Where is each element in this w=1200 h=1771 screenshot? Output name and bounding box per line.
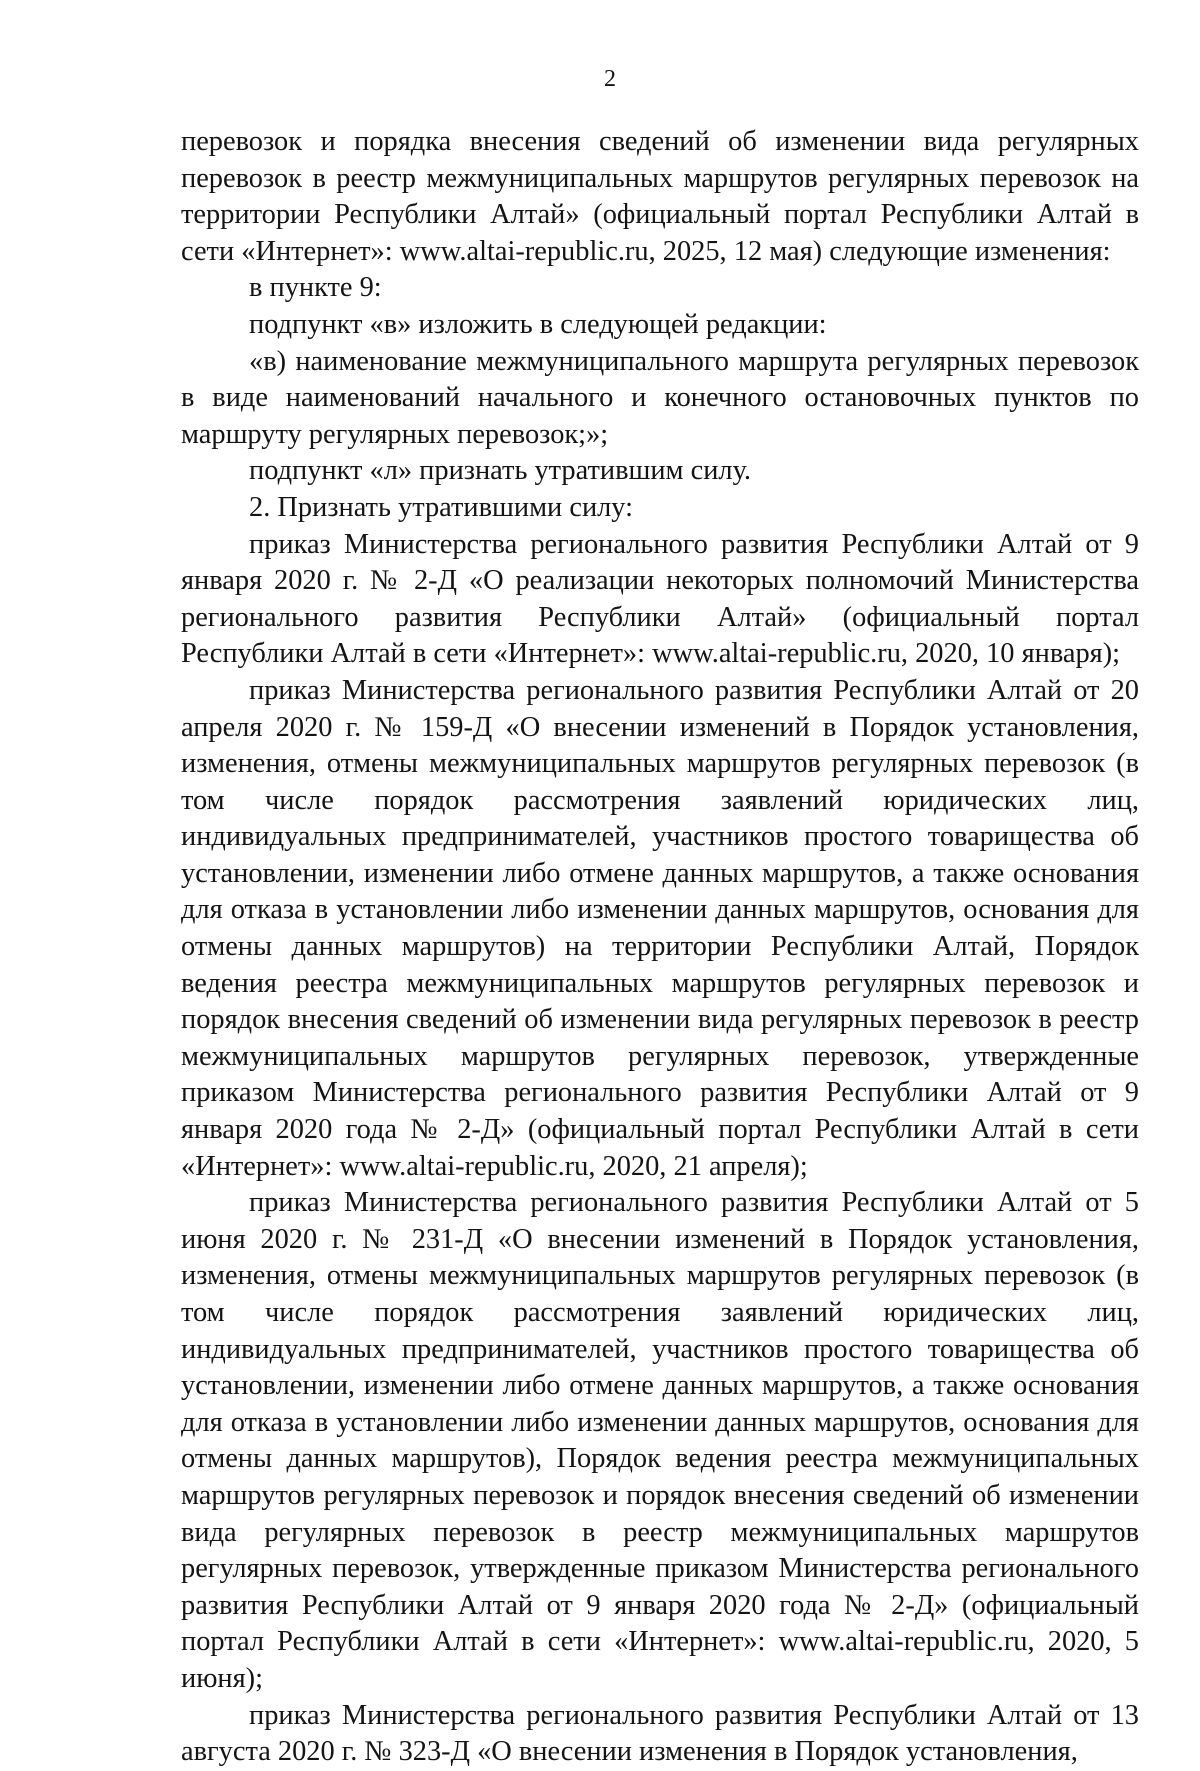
paragraph-order-323-d: приказ Министерства регионального развития Республики Алтай от 13 августа 2020 г. № 323-Д «О внесении изменения в Порядок установления,: [181, 1699, 1139, 1768]
paragraph-subpoint-v-text: «в) наименование межмуниципального маршрута регулярных перевозок в виде наименований начального и конечного остановочных пунктов по маршруту регулярных перевозок;»;: [181, 345, 1139, 450]
paragraph-point-9: в пункте 9:: [249, 272, 382, 304]
paragraph-subpoint-l: подпункт «л» признать утратившим силу.: [249, 455, 752, 487]
paragraph-order-159-d: приказ Министерства регионального развития Республики Алтай от 20 апреля 2020 г. № 159-Д «О внесении изменений в Порядок установления, изменения, отмены межмуниципальных маршрутов регулярных перевозок (в том числе порядок рассмотрения заявлений юридических лиц, индивидуальных предпринимателей, участников простого товарищества об установлении, изменении либо отмене данных маршрутов, а также основания для отказа в установлении либо изменении данных маршрутов, основания для отмены данных маршрутов) на территории Республики Алтай, Порядок ведения реестра межмуниципальных маршрутов регулярных перевозок и порядок внесения сведений об изменении вида регулярных перевозок в реестр межмуниципальных маршрутов регулярных перевозок, утвержденные приказом Министерства регионального развития Республики Алтай от 9 января 2020 года № 2-Д» (официальный портал Республики Алтай в сети «Интернет»: www.altai-republic.ru, 2020, 21 апреля);: [181, 674, 1139, 1182]
page-number: 2: [604, 66, 616, 92]
paragraph-order-2-d: приказ Министерства регионального развития Республики Алтай от 9 января 2020 г. № 2-Д «О реализации некоторых полномочий Министерства регионального развития Республики Алтай» (официальный портал Республики Алтай в сети «Интернет»: www.altai-republic.ru, 2020, 10 января);: [181, 528, 1139, 670]
paragraph-item-2: 2. Признать утратившими силу:: [249, 491, 634, 523]
document-body: [181, 124, 1139, 1771]
paragraph-continuation: перевозок и порядка внесения сведений об изменении вида регулярных перевозок в реестр межмуниципальных маршрутов регулярных перевозок на территории Республики Алтай» (официальный портал Республики Алтай в сети «Интернет»: www.altai-republic.ru, 2025, 12 мая) следующие изменения:: [181, 126, 1139, 267]
paragraph-subpoint-v: подпункт «в» изложить в следующей редакции:: [249, 308, 827, 340]
paragraph-order-231-d: приказ Министерства регионального развития Республики Алтай от 5 июня 2020 г. № 231-Д «О внесении изменений в Порядок установления, изменения, отмены межмуниципальных маршрутов регулярных перевозок (в том числе порядок рассмотрения заявлений юридических лиц, индивидуальных предпринимателей, участников простого товарищества об установлении, изменении либо отмене данных маршрутов, а также основания для отказа в установлении либо изменении данных маршрутов, основания для отмены данных маршрутов), Порядок ведения реестра межмуниципальных маршрутов регулярных перевозок и порядок внесения сведений об изменении вида регулярных перевозок в реестр межмуниципальных маршрутов регулярных перевозок, утвержденные приказом Министерства регионального развития Республики Алтай от 9 января 2020 года № 2-Д» (официальный портал Республики Алтай в сети «Интернет»: www.altai-republic.ru, 2020, 5 июня);: [181, 1187, 1139, 1694]
